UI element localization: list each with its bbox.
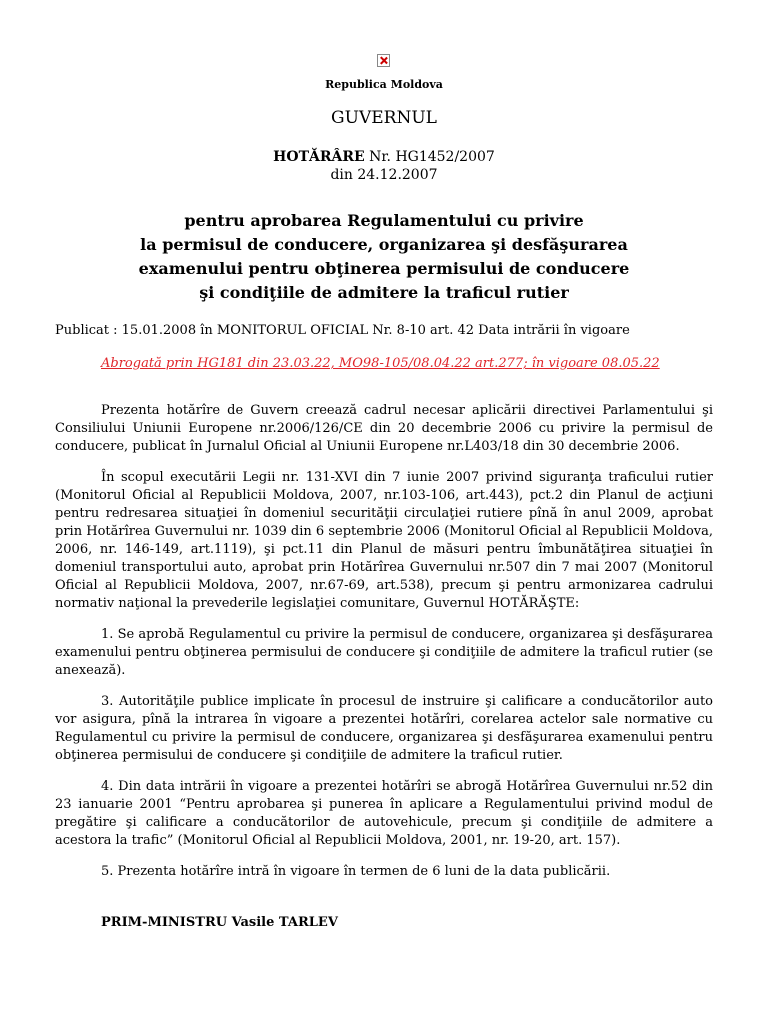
coat-of-arms-icon bbox=[377, 54, 390, 67]
subject-line-3: examenului pentru obţinerea permisului de conducere bbox=[138, 259, 630, 278]
subject-line-2: la permisul de conducere, organizarea şi desfăşurarea bbox=[140, 235, 628, 254]
subject-line-4: şi condiţiile de admitere la traficul rutier bbox=[199, 283, 569, 302]
paragraph-article-1: 1. Se aprobă Regulamentul cu privire la permisul de conducere, organizarea şi desfăşurarea examenului pentru obţinerea permisului de conducere şi condiţiile de admitere la traficul rutier (se anexează). bbox=[55, 627, 713, 678]
decision-header bbox=[0, 148, 768, 184]
signature: PRIM-MINISTRU Vasile TARLEV bbox=[101, 915, 338, 930]
paragraph-article-5: 5. Prezenta hotărîre intră în vigoare în termen de 6 luni de la data publicării. bbox=[101, 864, 611, 879]
decision-number: Nr. HG1452/2007 bbox=[364, 149, 495, 165]
paragraph-article-4: 4. Din data intrării în vigoare a prezentei hotărîri se abrogă Hotărîrea Guvernului nr.52 din 23 ianuarie 2001 “Pentru aprobarea şi punerea în aplicare a Regulamentului privind modul de pregătire şi calificare a conducătorilor de autovehicule, precum şi condiţiile de admitere a acestora la trafic” (Monitorul Oficial al Republicii Moldova, 2001, nr. 19-20, art. 157). bbox=[55, 779, 713, 848]
decision-date: din 24.12.2007 bbox=[330, 167, 438, 183]
document-body bbox=[55, 402, 713, 894]
abrogation-link[interactable]: Abrogată prin HG181 din 23.03.22, MO98-105/08.04.22 art.277; în vigoare 08.05.22 bbox=[101, 356, 660, 371]
decision-subject bbox=[0, 209, 768, 305]
government-title: GUVERNUL bbox=[331, 108, 437, 128]
publication-info: Publicat : 15.01.2008 în MONITORUL OFICIAL Nr. 8-10 art. 42 Data intrării în vigoare bbox=[55, 323, 630, 338]
paragraph-preamble: Prezenta hotărîre de Guvern creează cadrul necesar aplicării directivei Parlamentului şi Consiliului Uniunii Europene nr.2006/126/CE din 20 decembrie 2006 cu privire la permisul de conducere, publicat în Jurnalul Oficial al Uniunii Europene nr.L403/18 din 30 decembrie 2006. bbox=[55, 403, 713, 454]
paragraph-legal-basis: În scopul executării Legii nr. 131-XVI din 7 iunie 2007 privind siguranţa traficului rutier (Monitorul Oficial al Republicii Moldova, 2007, nr.103-106, art.443), pct.2 din Planul de acţiuni pentru redresarea situaţiei în domeniul securităţii circulaţiei rutiere pînă în anul 2009, aprobat prin Hotărîrea Guvernului nr. 1039 din 6 septembrie 2006 (Monitorul Oficial al Republicii Moldova, 2006, nr. 146-149, art.1119), şi pct.11 din Planul de măsuri pentru îmbunătăţirea situaţiei în domeniul transportului auto, aprobat prin Hotărîrea Guvernului nr.507 din 7 mai 2007 (Monitorul Oficial al Republicii Moldova, 2007, nr.67-69, art.538), precum şi pentru armonizarea cadrului normativ naţional la prevederile legislaţiei comunitare, Guvernul HOTĂRĂŞTE: bbox=[55, 470, 713, 611]
paragraph-article-3: 3. Autorităţile publice implicate în procesul de instruire şi calificare a conducătorilor auto vor asigura, pînă la intrarea în vigoare a prezentei hotărîri, corelarea actelor sale normative cu Regulamentul cu privire la permisul de conducere, organizarea şi desfăşurarea examenului pentru obţinerea permisului de conducere şi condiţiile de admitere la traficul rutier. bbox=[55, 694, 713, 763]
country-name: Republica Moldova bbox=[325, 78, 443, 91]
subject-line-1: pentru aprobarea Regulamentului cu privire bbox=[184, 211, 584, 230]
decision-word: HOTĂRÂRE bbox=[273, 149, 365, 165]
